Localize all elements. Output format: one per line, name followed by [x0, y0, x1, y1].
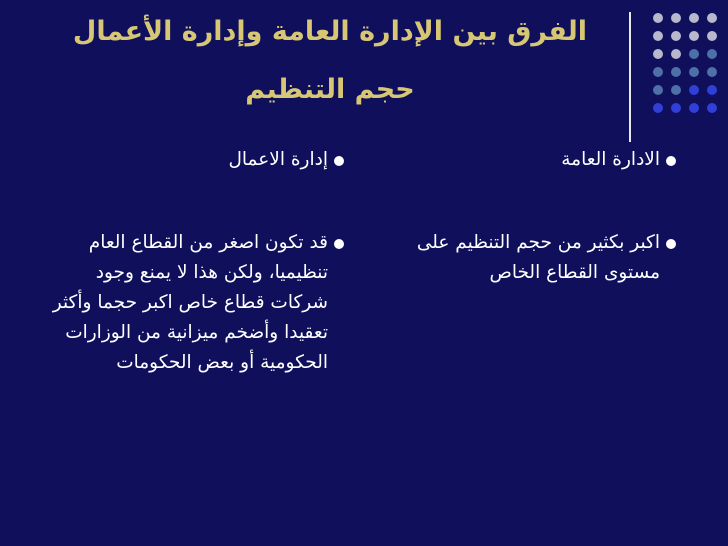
public-admin-heading: الادارة العامة	[561, 149, 660, 170]
slide-subtitle: حجم التنظيم	[245, 74, 415, 105]
business-admin-body: قد تكون اصغر من القطاع العام تنظيميا، ولكن هذا لا يمنع وجود شركات قطاع خاص اكبر حجما وأكثر تعقيدا وأضخم ميزانية من الوزارات الحكومية أو بعض الحكومات	[52, 232, 328, 373]
slide-title: الفرق بين الإدارة العامة وإدارة الأعمال	[72, 16, 588, 47]
bullet-icon	[666, 239, 676, 249]
business-admin-heading: إدارة الاعمال	[228, 149, 328, 170]
column-business-administration	[46, 0, 346, 546]
column-public-administration	[373, 0, 678, 546]
public-admin-body: اكبر بكثير من حجم التنظيم على مستوى القطاع الخاص	[416, 232, 660, 283]
bullet-icon	[666, 156, 676, 166]
bullet-icon	[334, 239, 344, 249]
bullet-icon	[334, 156, 344, 166]
